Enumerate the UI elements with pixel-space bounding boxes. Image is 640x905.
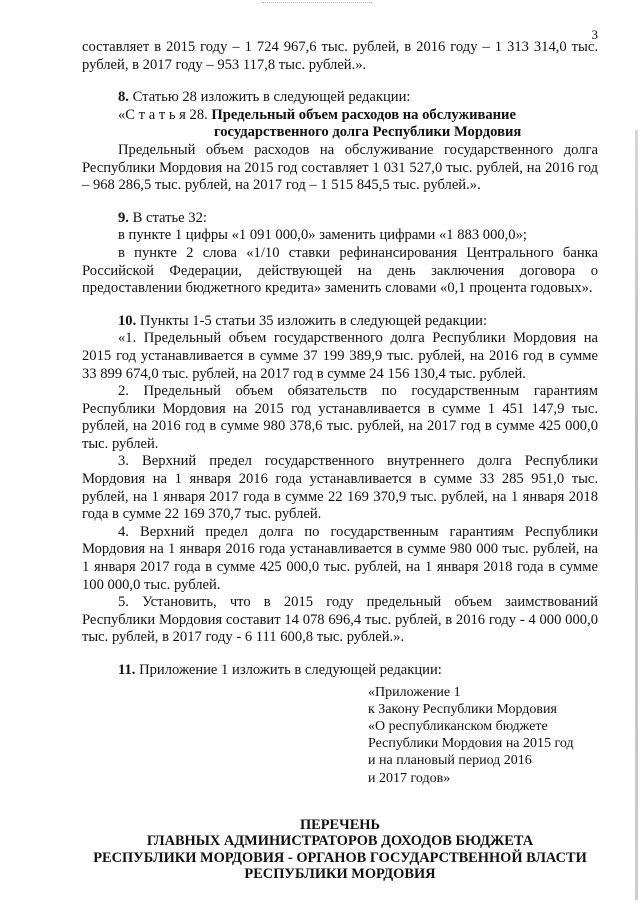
item-11 xyxy=(82,662,598,680)
document-body xyxy=(82,39,598,882)
scan-edge-shadow xyxy=(635,130,638,900)
heading-line: РЕСПУБЛИКИ МОРДОВИЯ xyxy=(244,866,436,883)
item-10-point-2: 2. Предельный объем обязательств по государственным гарантиям Республики Мордовия на 2015 год устанавливается в сумме 1 451 147,9 тыс. рублей, на 2016 год в сумме 980 378,6 тыс. рублей, на 2017 год в сумме 425 000,0 тыс. рублей. xyxy=(82,383,598,452)
article-28-prefix: «С т а т ь я 28. xyxy=(118,106,212,123)
appendix-reference xyxy=(368,684,598,787)
item-10-point-5: 5. Установить, что в 2015 году предельный объем заимствований Республики Мордовия составит 14 078 696,4 тыс. рублей, в 2016 году - 4 000 000,0 тыс. рублей, в 2017 году - 6 111 600,8 тыс. рублей.». xyxy=(82,594,598,646)
item-10 xyxy=(82,313,598,331)
item-10-point-4: 4. Верхний предел долга по государственным гарантиям Республики Мордовия на 1 января 2016 года устанавливается в сумме 980 000 тыс. рублей, на 1 января 2017 года в сумме 425 000,0 тыс. рублей, на 1 января 2018 года в сумме 100 000,0 тыс. рублей. xyxy=(82,523,598,593)
appendix-line: Республики Мордовия на 2015 год xyxy=(368,736,574,752)
item-8-number: 8. xyxy=(118,89,129,106)
paragraph-intro: составляет в 2015 году – 1 724 967,6 тыс. рублей, в 2016 году – 1 313 314,0 тыс. рублей, в 2017 году – 953 117,8 тыс. рублей.». xyxy=(82,39,598,73)
article-28-title xyxy=(82,107,598,125)
appendix-line: к Закону Республики Мордовия xyxy=(368,701,557,717)
item-11-text: Приложение 1 изложить в следующей редакции: xyxy=(135,662,442,678)
item-10-point-3: 3. Верхний предел государственного внутреннего долга Республики Мордовия на 1 января 2016 года устанавливается в сумме 33 285 951,0 тыс. рублей, на 1 января 2017 года в сумме 22 169 370,9 тыс. рублей, на 1 января 2018 года в сумме 22 169 370,7 тыс. рублей. xyxy=(82,453,598,523)
appendix-line: «О республиканском бюджете xyxy=(368,719,548,734)
item-9-text: В статье 32: xyxy=(128,209,207,226)
appendix-line: «Приложение 1 xyxy=(368,684,461,700)
item-10-text: Пункты 1-5 статьи 35 изложить в следующей редакции: xyxy=(136,312,488,329)
article-28-title-line-2: государственного долга Республики Мордовия xyxy=(214,124,522,141)
list-heading xyxy=(82,817,598,883)
item-9-point-1: в пункте 1 цифры «1 091 000,0» заменить цифрами «1 883 000,0»; xyxy=(118,227,527,244)
item-10-point-1: «1. Предельный объем государственного долга Республики Мордовия на 2015 год устанавливается в сумме 37 199 389,9 тыс. рублей, на 2016 год в сумме 33 899 674,0 тыс. рублей, на 2017 год в сумме 24 156 130,4 тыс. рублей. xyxy=(82,330,598,382)
item-9-point-2: в пункте 2 слова «1/10 ставки рефинансирования Центрального банка Российской Федерации, действующей на день заключения договора о предоставлении бюджетного кредита» заменить словами «0,1 процента годовых». xyxy=(82,244,598,297)
appendix-line: и на плановый период 2016 xyxy=(368,753,532,769)
appendix-line: и 2017 годов» xyxy=(368,770,451,786)
item-10-number: 10. xyxy=(118,312,137,329)
heading-line: РЕСПУБЛИКИ МОРДОВИЯ - ОРГАНОВ ГОСУДАРСТВЕННОЙ ВЛАСТИ xyxy=(93,849,587,866)
item-9-number: 9. xyxy=(118,209,129,226)
scan-artifact xyxy=(262,2,372,6)
item-11-number: 11. xyxy=(118,662,136,678)
heading-line: ПЕРЕЧЕНЬ xyxy=(299,816,381,833)
item-9 xyxy=(82,210,598,228)
item-8-text: Статью 28 изложить в следующей редакции: xyxy=(128,89,411,106)
article-28-title-line-1: Предельный объем расходов на обслуживание xyxy=(211,106,516,123)
page-number: 3 xyxy=(591,27,598,42)
article-28-body: Предельный объем расходов на обслуживание государственного долга Республики Мордовия на 2015 год составляет 1 031 527,0 тыс. рублей, на 2016 год – 968 286,5 тыс. рублей, на 2017 год – 1 515 845,5 тыс. рублей.». xyxy=(82,141,598,194)
item-8 xyxy=(82,89,598,107)
heading-line: ГЛАВНЫХ АДМИНИСТРАТОРОВ ДОХОДОВ БЮДЖЕТА xyxy=(146,833,534,850)
